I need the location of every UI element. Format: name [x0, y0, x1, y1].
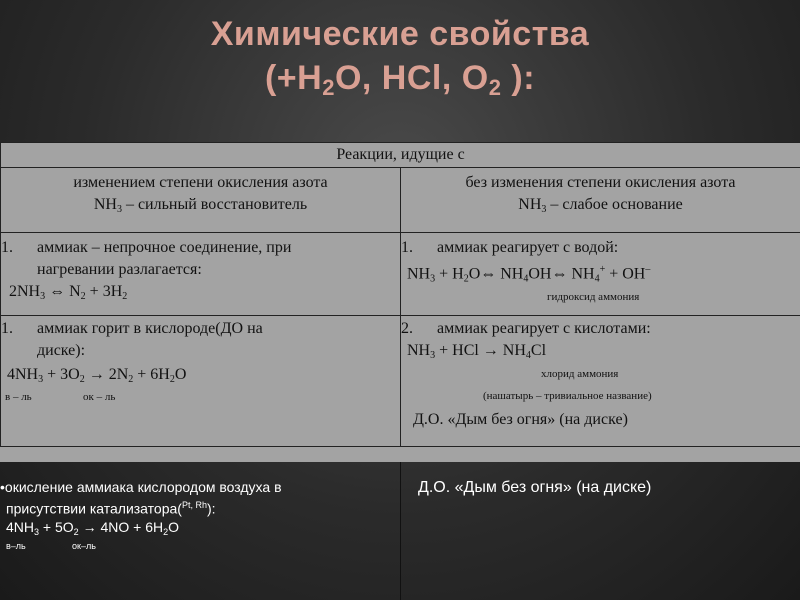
- right-column-head: без изменения степени окисления азота $NH_3$ – слабое основание: [401, 168, 800, 233]
- smoke-demo-note: Д.О. «Дым без огня» (на диске): [418, 479, 652, 496]
- table-header: Реакции, идущие с: [1, 143, 800, 168]
- reactions-table: [0, 142, 800, 447]
- cell-combustion: 1. аммиак горит в кислороде(ДО на диске): $4NH_3 + 3O_2 \to 2N_2 + 6H_2O$ в – ль ок – ль: [1, 316, 401, 447]
- cell-water-reaction: 1. аммиак реагирует с водой: $NH_3$ + $H_2O\Leftrightarrow$ $NH_4OH\Leftrightarrow$ $NH_4^+ + OH^-$ гидроксид аммония: [401, 233, 800, 316]
- slide-title: [0, 12, 800, 110]
- catalytic-oxidation-block: •окисление аммиака кислородом воздуха в присутствии катализатора($^{Pt, Rh}$): $4NH_3 + 5O_2 \to 4NO + 6H_2O$ в–ль ок–ль: [0, 479, 282, 551]
- title-line-2: ($+H_2O$, HCl, $O_2$ ):: [264, 59, 536, 100]
- cell-decomposition: 1. аммиак – непрочное соединение, при нагревании разлагается: $2NH_3$ ⇔ $N_2 + 3H_2$: [1, 233, 401, 316]
- left-column-head: изменением степени окисления азота $NH_3$ – сильный восстановитель: [1, 168, 401, 233]
- bottom-divider: [400, 462, 401, 600]
- cell-acid-reaction: 2. аммиак реагирует с кислотами: $NH_3$ + HCl → $NH_4Cl$ хлорид аммония (нашатырь – тривиальное название) Д.О. «Дым без огня» (на диске): [401, 316, 800, 447]
- title-line-1: Химические свойства: [210, 15, 590, 53]
